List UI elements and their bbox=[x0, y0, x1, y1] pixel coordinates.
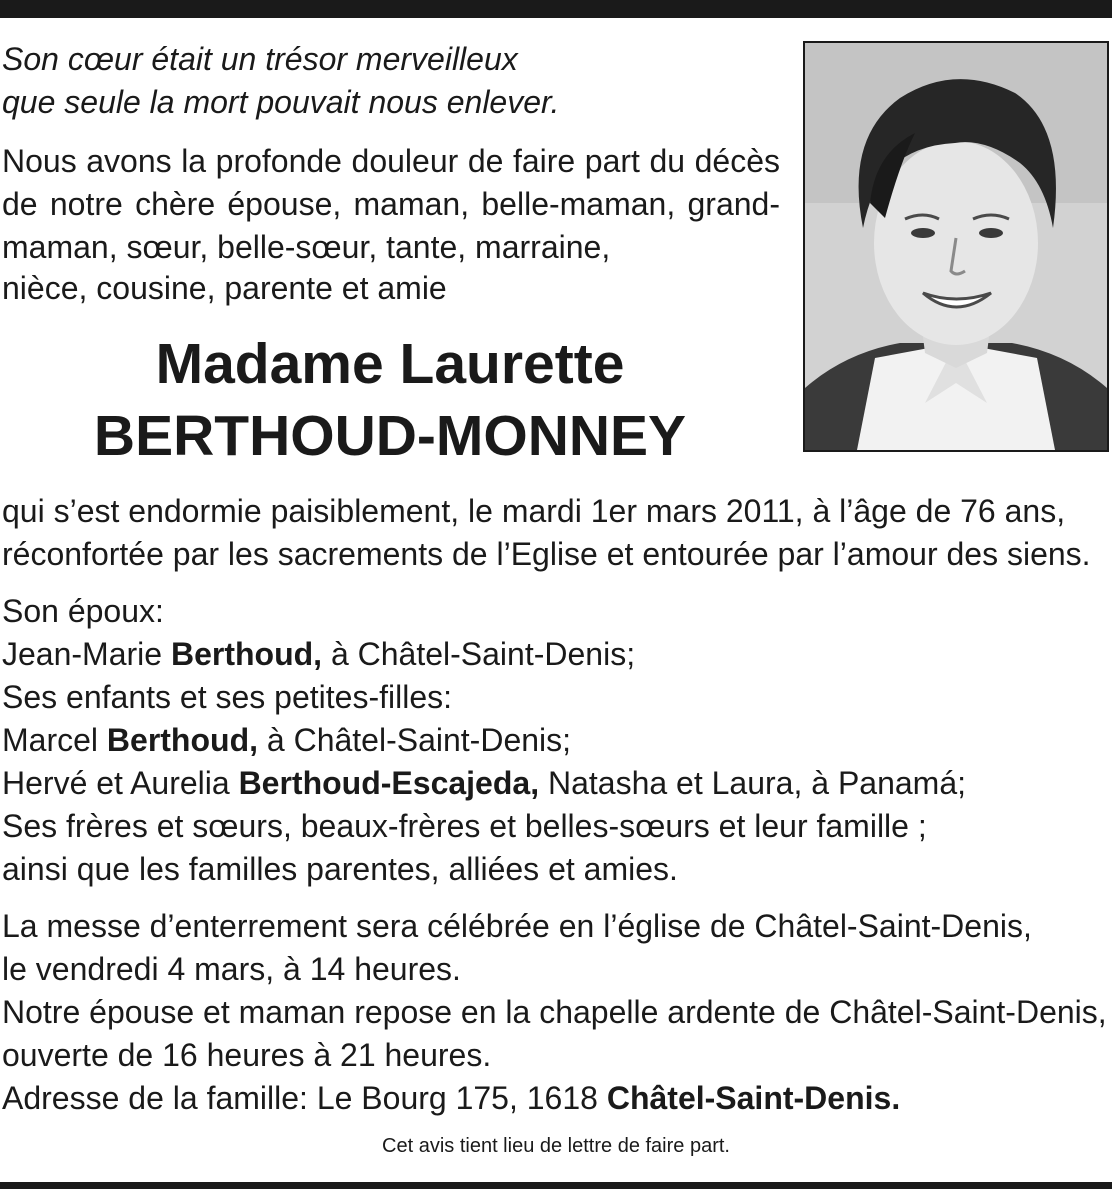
deceased-name-line-1: Madame Laurette bbox=[155, 332, 625, 396]
address-line bbox=[2, 1077, 900, 1120]
chapel-line-1: Notre épouse et maman repose en la chapelle ardente de Châtel-Saint-Denis, bbox=[2, 994, 1107, 1030]
intro-last-line: nièce, cousine, parente et amie bbox=[2, 270, 447, 306]
child-2-first-name: Hervé et Aurelia bbox=[2, 765, 239, 801]
portrait-photo bbox=[803, 41, 1109, 452]
portrait-icon bbox=[805, 43, 1107, 450]
deceased-name bbox=[0, 328, 780, 472]
child-2-line bbox=[2, 762, 966, 805]
epigraph-line-1: Son cœur était un trésor merveilleux bbox=[2, 41, 518, 77]
spouse-heading: Son époux: bbox=[2, 593, 164, 629]
intro-paragraph: Nous avons la profonde douleur de faire part du décès de notre chère épouse, maman, belle-maman, grand-maman, sœur, belle-sœur, tante, marraine, bbox=[2, 143, 780, 265]
epigraph-line-2: que seule la mort pouvait nous enlever. bbox=[2, 84, 560, 120]
top-rule bbox=[0, 0, 1112, 18]
child-1-place: à Châtel-Saint-Denis; bbox=[258, 722, 572, 758]
child-1-last-name: Berthoud, bbox=[106, 722, 258, 758]
deceased-name-line-2: BERTHOUD-MONNEY bbox=[93, 404, 687, 468]
mass-line-2: le vendredi 4 mars, à 14 heures. bbox=[2, 951, 461, 987]
others-line: ainsi que les familles parentes, alliées et amies. bbox=[2, 851, 678, 887]
spouse-first-name: Jean-Marie bbox=[2, 636, 171, 672]
address-label: Adresse de la famille: Le Bourg 175, 1618 bbox=[2, 1080, 607, 1116]
bottom-rule bbox=[0, 1182, 1112, 1189]
siblings-line: Ses frères et sœurs, beaux-frères et belles-sœurs et leur famille ; bbox=[2, 808, 927, 844]
child-2-rest: Natasha et Laura, à Panamá; bbox=[539, 765, 967, 801]
child-2-last-name: Berthoud-Escajeda, bbox=[238, 765, 540, 801]
footer-note: Cet avis tient lieu de lettre de faire part. bbox=[382, 1135, 730, 1157]
epigraph bbox=[2, 38, 782, 124]
mass-line-1: La messe d’enterrement sera célébrée en l’église de Châtel-Saint-Denis, bbox=[2, 908, 1032, 944]
chapel-line-2: ouverte de 16 heures à 21 heures. bbox=[2, 1037, 492, 1073]
child-1-line bbox=[2, 719, 571, 762]
death-line-1: qui s’est endormie paisiblement, le mardi 1er mars 2011, à l’âge de 76 ans, bbox=[2, 493, 1066, 529]
address-town: Châtel-Saint-Denis. bbox=[606, 1080, 901, 1116]
death-line-2: réconfortée par les sacrements de l’Eglise et entourée par l’amour des siens. bbox=[2, 536, 1091, 572]
child-1-first-name: Marcel bbox=[2, 722, 107, 758]
spouse-place: à Châtel-Saint-Denis; bbox=[322, 636, 636, 672]
spouse-last-name: Berthoud, bbox=[170, 636, 323, 672]
spouse-line bbox=[2, 633, 635, 676]
children-heading: Ses enfants et ses petites-filles: bbox=[2, 679, 452, 715]
